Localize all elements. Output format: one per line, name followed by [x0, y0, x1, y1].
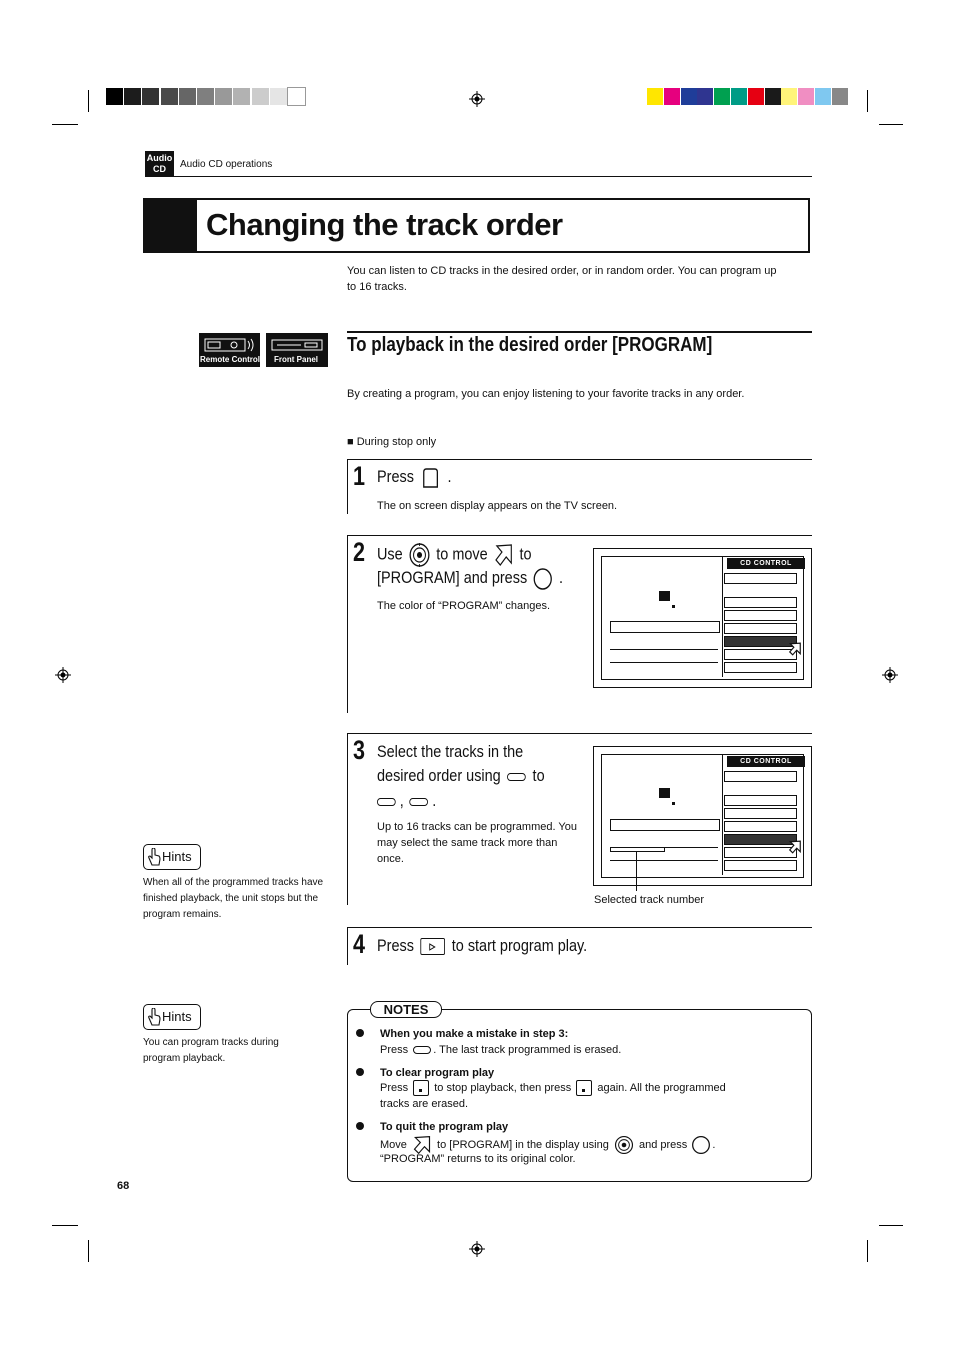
gray-swatch [270, 88, 287, 105]
number-key-9-icon [377, 798, 396, 806]
track-display-area [602, 755, 723, 875]
step-2-rule [347, 535, 812, 536]
page-number: 68 [117, 1180, 130, 1192]
step-2-title-line-2 [377, 566, 563, 591]
enter-button-icon [691, 1135, 711, 1155]
track-slots-row [610, 847, 718, 848]
menu-bar [724, 649, 797, 660]
enter-button-icon [533, 567, 553, 591]
menu-bar [724, 623, 797, 634]
header-rule [145, 176, 812, 177]
color-swatch [748, 88, 764, 105]
menu-bar [724, 808, 797, 819]
menu-bar [724, 847, 797, 858]
color-swatch [664, 88, 680, 105]
color-swatch [647, 88, 663, 105]
color-swatch [832, 88, 848, 105]
number-key-10-icon [409, 798, 428, 806]
color-swatch [731, 88, 747, 105]
note-1-line [380, 1042, 621, 1058]
step-3-using: desired order using [377, 766, 501, 785]
number-key-1-icon [507, 773, 526, 781]
notes-label: NOTES [370, 1001, 442, 1018]
selected-track-slot [610, 848, 665, 852]
stop-button-icon [576, 1080, 592, 1096]
registration-mark-icon [469, 91, 485, 107]
step-3-sideline [347, 733, 348, 905]
selected-track-callout: Selected track number [594, 894, 705, 906]
note-3-end: . [712, 1138, 716, 1151]
front-panel-label: Front Panel [274, 355, 319, 364]
hints-label: Hints [162, 849, 192, 864]
menu-bar [724, 771, 797, 782]
step-1-title-end: . [447, 467, 452, 486]
page-title: Changing the track order [206, 207, 563, 242]
tv-screen-program [593, 548, 812, 688]
color-swatch [781, 88, 797, 105]
gray-swatch [197, 88, 214, 105]
color-swatch [815, 88, 831, 105]
title-block [143, 198, 197, 253]
step-3-title-line-1: Select the tracks in the [377, 742, 524, 761]
section-description: By creating a program, you can enjoy listening to your favorite tracks in any order. [347, 388, 745, 400]
front-panel-icon [271, 336, 323, 354]
track-display-area [602, 557, 723, 677]
step-3-end: . [432, 791, 437, 810]
section-heading: To playback in the desired order [PROGRAM] [347, 334, 713, 356]
hints-badge [143, 844, 201, 870]
step-3-to: to [532, 766, 545, 785]
gray-swatch [142, 88, 159, 105]
step-3-comma: , [399, 791, 404, 810]
note-2-mid: to stop playback, then press [434, 1082, 572, 1094]
note-3-and-press: and press [638, 1138, 688, 1151]
note-3-bullet [356, 1122, 364, 1130]
note-3-title: To quit the program play [380, 1121, 509, 1133]
step-3-description: Up to 16 tracks can be programmed. You may select the same track more than once. [377, 821, 577, 865]
multi-control-dial-icon [408, 542, 430, 568]
gray-swatch [161, 88, 178, 105]
gray-swatch [252, 88, 269, 105]
step-2-end: . [559, 568, 564, 587]
cursor-arrow-icon [493, 543, 513, 567]
hand-pointer-icon [147, 848, 161, 866]
section-badge: Audio CD [145, 151, 174, 177]
step-4-number: 4 [353, 929, 366, 959]
cd-control-label: CD CONTROL [727, 756, 805, 767]
registration-mark-icon [55, 667, 71, 683]
step-2-description: The color of “PROGRAM” changes. [377, 600, 551, 612]
remote-control-icon [204, 336, 256, 354]
menu-bar [724, 573, 797, 584]
note-1-title: When you make a mistake in step 3: [380, 1028, 569, 1040]
step-2-title-line-1 [377, 542, 532, 568]
color-swatch [714, 88, 730, 105]
gray-swatch [124, 88, 141, 105]
remote-control-badge [199, 333, 260, 367]
step-1-description: The on screen display appears on the TV screen. [377, 500, 618, 512]
menu-button-icon [421, 467, 440, 489]
play-triangle-icon [429, 943, 436, 951]
menu-bar [724, 860, 797, 871]
program-list-field [610, 819, 720, 831]
step-1-number: 1 [353, 461, 366, 491]
step-1-sideline [347, 459, 348, 514]
cursor-arrow-icon [788, 840, 802, 854]
program-list-field [610, 621, 720, 633]
step-3-title-line-2 [377, 764, 545, 787]
step-2-to: to [519, 544, 532, 564]
color-swatch [765, 88, 781, 105]
stop-button-icon [413, 1080, 429, 1096]
hints-badge [143, 1004, 201, 1030]
note-1-press: Press [380, 1044, 409, 1056]
step-4-sideline [347, 927, 348, 965]
track-slots-row [610, 649, 718, 650]
step-2-sideline [347, 535, 348, 713]
menu-bar-program-selected [724, 636, 797, 647]
step-4-rule [347, 927, 812, 928]
stop-only-condition: ■ During stop only [347, 436, 437, 448]
front-panel-badge [266, 333, 328, 367]
callout-line [636, 851, 637, 891]
registration-mark-icon [882, 667, 898, 683]
play-status-indicator [659, 788, 670, 798]
play-status-indicator [659, 591, 670, 601]
note-1-bullet [356, 1029, 364, 1037]
menu-bar [724, 662, 797, 673]
remote-control-label: Remote Control [200, 355, 260, 364]
menu-bar [724, 821, 797, 832]
note-1-rest: . The last track programmed is erased. [433, 1044, 622, 1056]
section-label: Audio CD operations [180, 159, 273, 170]
track-slots-row [610, 860, 718, 861]
step-3-number: 3 [353, 735, 366, 765]
step-1-title [377, 465, 452, 489]
title-bar [143, 198, 812, 253]
color-swatch [681, 88, 697, 105]
note-3-mid: to [PROGRAM] in the display using [437, 1138, 609, 1151]
gray-swatch [106, 88, 123, 105]
note-2-title: To clear program play [380, 1067, 495, 1079]
step-1-title-press: Press [377, 467, 414, 486]
hand-pointer-icon [147, 1008, 161, 1026]
gray-swatch [233, 88, 250, 105]
note-2-line-2: tracks are erased. [380, 1098, 469, 1110]
step-2-number: 2 [353, 537, 366, 567]
color-swatch [697, 88, 713, 105]
step-4-rest: to start program play. [451, 936, 588, 955]
step-4-press: Press [377, 936, 414, 955]
cd-control-label: CD CONTROL [727, 558, 805, 569]
cursor-arrow-icon [788, 642, 802, 656]
note-2-line-1 [380, 1080, 726, 1096]
hints-label: Hints [162, 1009, 192, 1024]
note-3-line-2: “PROGRAM” returns to its original color. [380, 1153, 576, 1165]
gray-swatch [288, 88, 305, 105]
play-status-dot [672, 605, 675, 608]
note-2-bullet [356, 1068, 364, 1076]
step-2-use: Use [377, 544, 403, 564]
step-2-program-press: [PROGRAM] and press [377, 568, 528, 587]
gray-swatch [215, 88, 232, 105]
cancel-key-icon [413, 1046, 431, 1054]
menu-bar [724, 795, 797, 806]
note-2-press: Press [380, 1082, 409, 1094]
menu-bar-program-selected [724, 834, 797, 845]
menu-bar [724, 610, 797, 621]
registration-mark-icon [469, 1241, 485, 1257]
menu-bar [724, 597, 797, 608]
multi-control-dial-icon [614, 1135, 634, 1155]
step-1-rule [347, 459, 812, 460]
note-2-end: again. All the programmed [597, 1082, 726, 1094]
track-slots-row [610, 662, 718, 663]
play-button-icon [421, 938, 446, 955]
intro-text: You can listen to CD tracks in the desired order, or in random order. You can program up to 16 tracks. [347, 265, 777, 293]
step-3-title-line-3 [377, 789, 436, 812]
gray-swatch [179, 88, 196, 105]
step-4-title [377, 934, 587, 957]
hint-1-text: When all of the programmed tracks have finished playback, the unit stops but the program remains. [143, 877, 324, 920]
play-status-dot [672, 802, 675, 805]
hint-2-text: You can program tracks during program playback. [143, 1037, 279, 1064]
step-3-rule [347, 733, 812, 734]
section-heading-rule [347, 331, 812, 333]
tv-screen-select [593, 746, 812, 886]
note-3-move: Move [380, 1138, 407, 1151]
step-2-to-move: to move [436, 544, 488, 564]
color-swatch [798, 88, 814, 105]
